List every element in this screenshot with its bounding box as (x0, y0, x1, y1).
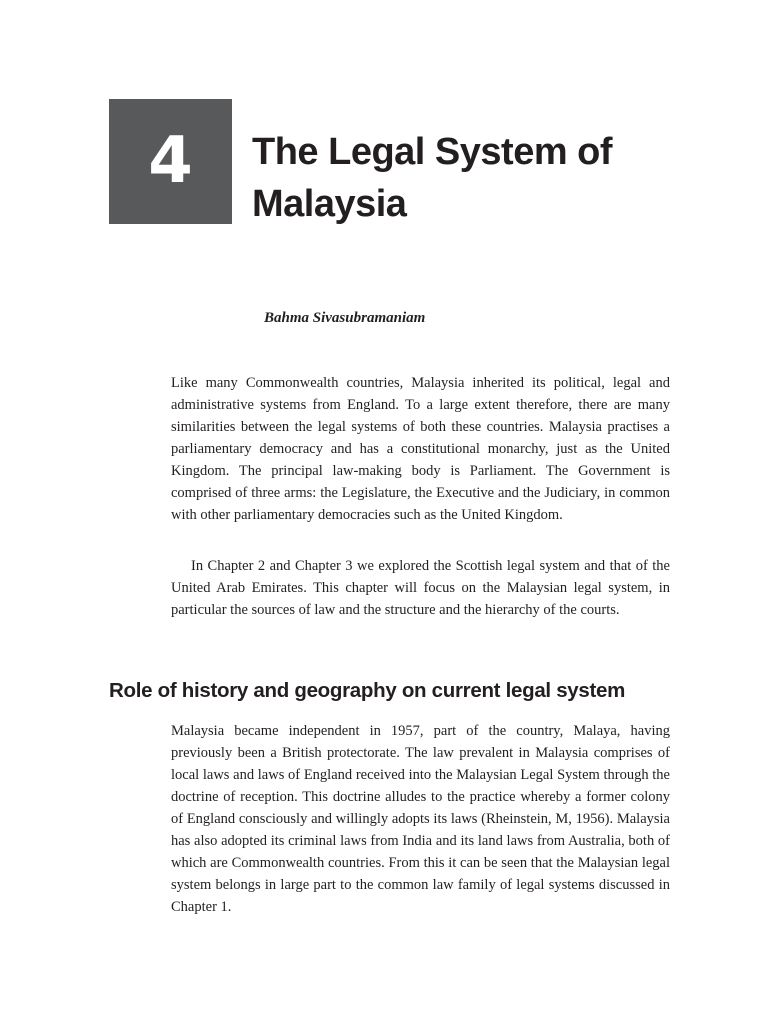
chapter-title (252, 126, 722, 230)
section-heading: Role of history and geography on current legal system (109, 679, 626, 702)
intro-paragraph-2: In Chapter 2 and Chapter 3 we explored the Scottish legal system and that of the United Arab Emirates. This chapter will focus on the Malaysian legal system, in particular the sources of law and the structure and the hierarchy of the courts. (171, 558, 670, 618)
chapter-number-box (109, 99, 232, 224)
author-name: Bahma Sivasubramaniam (264, 310, 426, 326)
section-paragraph: Malaysia became independent in 1957, part of the country, Malaya, having previously been a British protectorate. The law prevalent in Malaysia comprises of local laws and laws of England received into the Malaysian Legal System through the doctrine of reception. This doctrine alludes to the practice whereby a former colony of England consciously and willingly adopts its laws (Rheinstein, M, 1956). Malaysia has also adopted its criminal laws from India and its land laws from Australia, both of which are Commonwealth countries. From this it can be seen that the Malaysian legal system belongs in large part to the common law family of legal systems discussed in Chapter 1. (171, 723, 670, 915)
chapter-title-line-1: The Legal System of (252, 131, 613, 173)
chapter-title-line-2: Malaysia (252, 183, 407, 225)
intro-paragraph-1: Like many Commonwealth countries, Malaysia inherited its political, legal and administrative systems from England. To a large extent therefore, there are many similarities between the legal systems of both these countries. Malaysia practises a parliamentary democracy and has a constitutional monarchy, just as the United Kingdom. The principal law-making body is Parliament. The Government is comprised of three arms: the Legislature, the Executive and the Judiciary, in common with other parliamentary democracies such as the United Kingdom. (171, 375, 670, 523)
chapter-number: 4 (148, 124, 193, 198)
